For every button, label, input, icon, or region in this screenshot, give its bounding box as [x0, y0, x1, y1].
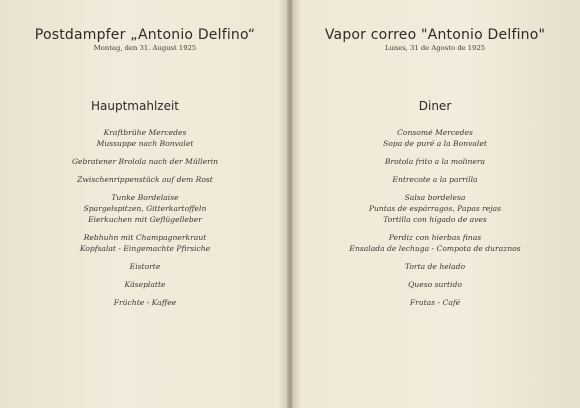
page-header — [290, 27, 580, 52]
menu-item: Sopa de puré a la Bonvalet — [383, 139, 487, 148]
menu-item: Eistorte — [129, 262, 161, 271]
menu-item: Ensalada de lechuga - Compota de duraznos — [349, 244, 521, 253]
menu-item: Früchte - Kaffee — [113, 298, 177, 307]
ship-name: Postdampfer „Antonio Delfino“ — [34, 27, 256, 43]
menu-items — [0, 127, 290, 308]
menu-item: Brotola frito a la molinera — [384, 157, 486, 166]
page-header — [0, 27, 290, 52]
menu-date: Lunes, 31 de Agosto de 1925 — [384, 44, 486, 52]
menu-item: Tortilla con hígado de aves — [383, 215, 487, 224]
menu-item: Torta de helado — [404, 262, 466, 271]
menu-item: Rebhuhn mit Champagnerkraut — [83, 233, 207, 242]
menu-item: Queso surtido — [408, 280, 462, 289]
menu-item: Käseplatte — [124, 280, 166, 289]
menu-item: Consomé Mercedes — [397, 128, 473, 137]
section-title: Hauptmahlzeit — [90, 99, 179, 113]
ship-name: Vapor correo "Antonio Delfino" — [324, 27, 546, 43]
menu-page-spanish — [290, 0, 580, 408]
menu-items — [290, 127, 580, 308]
menu-item: Perdiz con hierbas finas — [388, 233, 482, 242]
menu-item: Spargelspitzen, Gitterkartoffeln — [83, 204, 207, 213]
menu-item: Gebratener Brolola nach der Müllerin — [71, 157, 219, 166]
menu-item: Kraftbrühe Mercedes — [103, 128, 187, 137]
menu-date: Montag, den 31. August 1925 — [93, 44, 197, 52]
menu-item: Entrecote a la parrilla — [392, 175, 478, 184]
menu-item: Tunke Bordelaise — [111, 193, 179, 202]
menu-item: Salsa bordelesa — [404, 193, 466, 202]
menu-item: Frutas - Café — [409, 298, 461, 307]
menu-item: Eierkuchen mit Geflügelleber — [88, 215, 202, 224]
menu-item: Mussuppe nach Bonvalet — [96, 139, 194, 148]
menu-item: Puntas de espárragos, Papas rejas — [368, 204, 502, 213]
menu-item: Kopfsalat - Eingemachte Pfirsiche — [79, 244, 211, 253]
section-title: Diner — [418, 99, 452, 113]
menu-item: Zwischenrippenstück auf dem Rost — [77, 175, 213, 184]
